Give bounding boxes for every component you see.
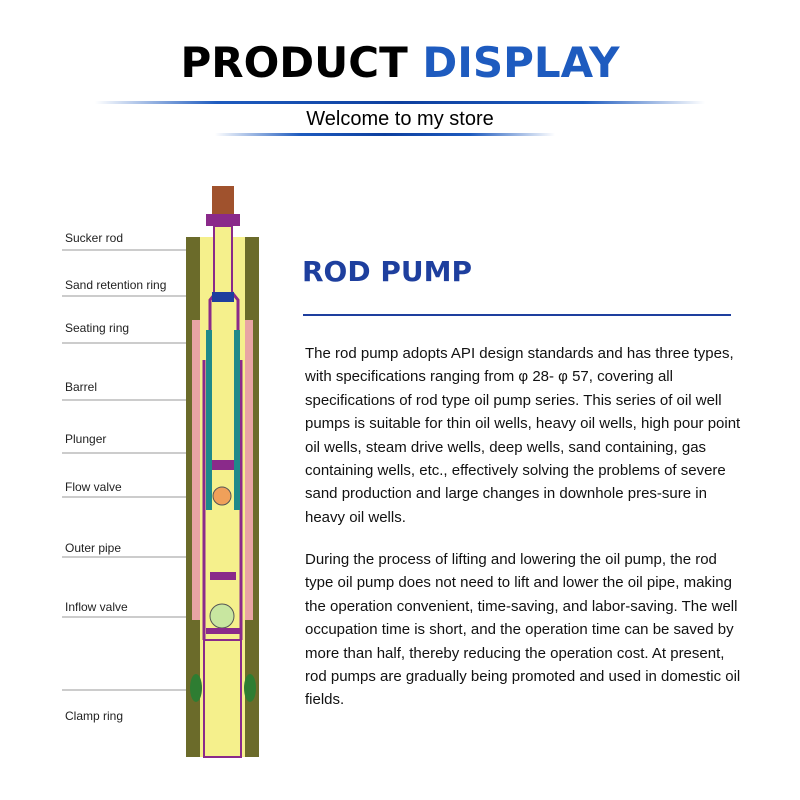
- header-divider-top: [95, 101, 705, 104]
- label-inflow-valve: Inflow valve: [65, 600, 128, 614]
- label-clamp-ring: Clamp ring: [65, 709, 124, 723]
- page-subtitle: Welcome to my store: [306, 108, 494, 130]
- section-title: ROD PUMP: [302, 255, 472, 288]
- section-divider: [303, 314, 731, 316]
- description-paragraph-2: During the process of lifting and lowering the oil pump, the rod type oil pump does not need to lift and lower the oil pipe, making the operation convenient, time-saving, and labor-saving. The well occupation time is short, and the operation time can be saved by more than half, thereby reducing the operation cost. At present, rod pumps are gradually being promoted and used in domestic oil fields.: [305, 551, 741, 709]
- label-sucker-rod: Sucker rod: [65, 231, 124, 245]
- title-word-product: PRODUCT: [180, 38, 408, 87]
- label-seating-ring: Seating ring: [65, 321, 130, 335]
- label-flow-valve: Flow valve: [65, 480, 122, 494]
- label-barrel: Barrel: [65, 380, 98, 394]
- label-sand-retention-ring: Sand retention ring: [65, 278, 167, 292]
- label-plunger: Plunger: [65, 432, 107, 446]
- label-outer-pipe: Outer pipe: [65, 541, 122, 555]
- description-paragraph-1: The rod pump adopts API design standards and has three types, with specifications ranging from φ 28- φ 57, covering all specifications of rod type oil pump series. This series of oil well pumps is suitable for thin oil wells, heavy oil wells, high pour point oil wells, steam drive wells, deep wells, sand containing, gas containing wells, etc., effectively solving the problems of severe sand production and large changes in downhole pres-sure in heavy oil wells.: [305, 345, 741, 526]
- rod-pump-diagram: [0, 160, 300, 800]
- header-divider-bottom: [215, 133, 555, 136]
- title-word-display: DISPLAY: [422, 38, 620, 87]
- flow-valve-ball: [213, 487, 231, 505]
- page-title: [0, 36, 800, 90]
